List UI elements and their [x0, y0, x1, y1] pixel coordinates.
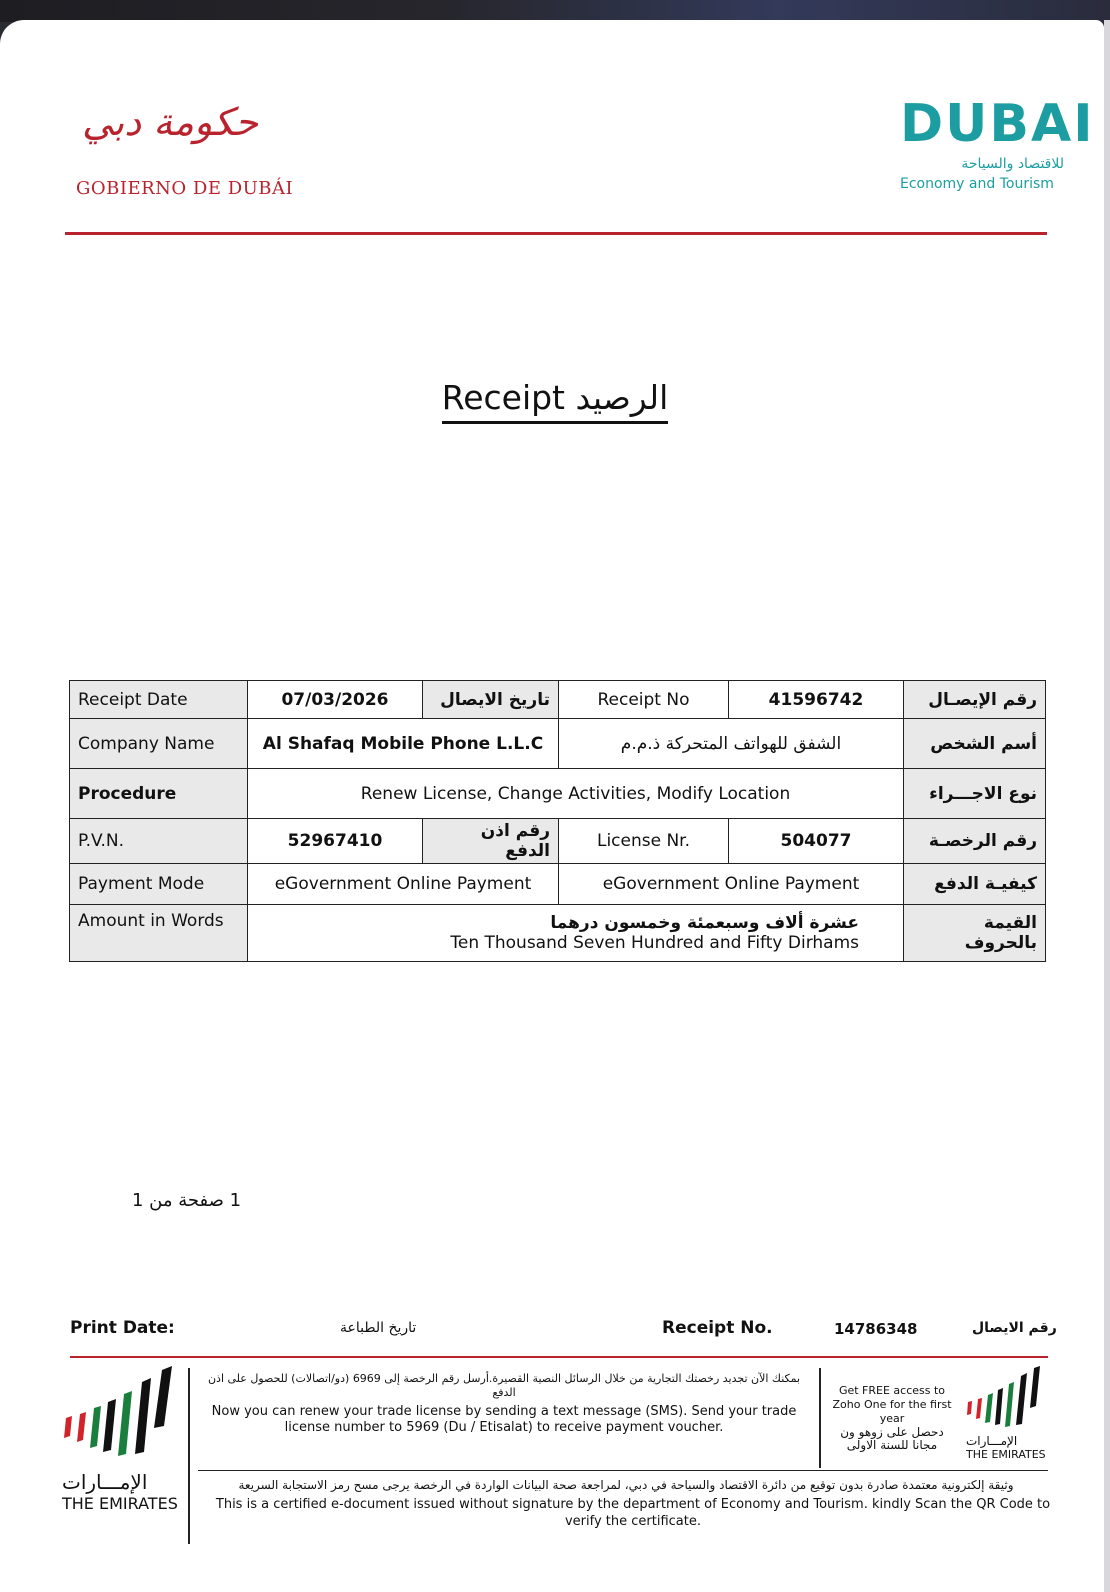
license-label: License Nr.: [559, 819, 729, 864]
amount-words-value: [248, 905, 904, 962]
print-date-label: Print Date:: [70, 1318, 175, 1338]
footer-receipt-no-value: 14786348: [834, 1320, 918, 1338]
print-date-label-ar: تاريخ الطباعة: [340, 1320, 417, 1336]
gov-logo-latin: GOBIERNO DE DUBÁI: [76, 178, 294, 199]
receipt-date-value: 07/03/2026: [248, 681, 423, 719]
payment-mode-value: eGovernment Online Payment: [248, 864, 559, 905]
amount-words-english: Ten Thousand Seven Hundred and Fifty Dirhams: [450, 933, 859, 953]
amount-words-arabic: عشرة ألاف وسبعمئة وخمسون درهما: [550, 913, 859, 933]
certified-notice-arabic: وثيقة إلكترونية معتمدة صادرة بدون توقيع من دائرة الاقتصاد والسياحة في دبي، لمراجعة صحة البيانات الواردة في الرخصة يرجى مسح رمز الاستجابة السريعة: [238, 1478, 1014, 1492]
footer-vertical-divider: [188, 1368, 190, 1544]
receipt-date-label: Receipt Date: [70, 681, 248, 719]
emirates-small-arabic: الإمـــارات: [966, 1434, 1018, 1448]
company-name-arabic: الشفق للهواتف المتحركة ذ.م.م: [559, 719, 904, 769]
pvn-value: 52967410: [248, 819, 423, 864]
page-edge: [1104, 20, 1110, 1592]
sms-renewal-notice-arabic: بمكنك الآن تجديد رخصتك التجارية من خلال الرسائل النصية القصيرة.أرسل رقم الرخصة إلى 6969 (دو/اتصالات) للحصول على اذن الدفع: [207, 1372, 801, 1399]
procedure-label: Procedure: [70, 769, 248, 819]
receipt-date-label-ar: تاريخ الايصال: [423, 681, 559, 719]
receipt-no-label-ar: رقم الإيصـال: [904, 681, 1046, 719]
dubai-economy-tourism-logo: [900, 94, 1095, 206]
company-name-label: Company Name: [70, 719, 248, 769]
pvn-label: P.V.N.: [70, 819, 248, 864]
receipt-no-value: 41596742: [729, 681, 904, 719]
amount-words-label: Amount in Words: [70, 905, 248, 962]
receipt-title: [0, 378, 1110, 424]
table-row: [70, 719, 1046, 769]
pvn-label-ar: رقم اذن الدفع: [423, 819, 559, 864]
dubai-logo-word: DUBAI: [900, 94, 1095, 154]
dubai-logo-english: Economy and Tourism: [900, 176, 1054, 192]
footer-receipt-no-label: Receipt No.: [662, 1318, 773, 1338]
footer-vertical-divider-2: [819, 1368, 821, 1468]
certified-notice-english: This is a certified e-document issued without signature by the department of Economy and Tourism. kindly Scan the QR Code to verify the certificate.: [215, 1497, 1051, 1529]
page-number: 1 صفحة من 1: [132, 1190, 242, 1211]
the-emirates-logo: [62, 1366, 182, 1526]
amount-words-label-ar: القيمة بالحروف: [904, 905, 1046, 962]
header-divider: [65, 232, 1047, 235]
procedure-label-ar: نوع الاجـــراء: [904, 769, 1046, 819]
emirates-stripes-icon: [62, 1366, 182, 1466]
gov-logo-arabic: حكومة دبي: [82, 100, 259, 144]
payment-mode-value-2: eGovernment Online Payment: [559, 864, 904, 905]
table-row: [70, 681, 1046, 719]
dubai-logo-arabic: للاقتصاد والسياحة: [961, 156, 1064, 172]
license-label-ar: رقم الرخصـة: [904, 819, 1046, 864]
footer-horizontal-divider: [198, 1470, 1048, 1471]
emirates-small-english: THE EMIRATES: [966, 1448, 1046, 1461]
company-name-english: Al Shafaq Mobile Phone L.L.C: [248, 719, 559, 769]
window-top-bar: [0, 0, 1110, 22]
emirates-logo-english: THE EMIRATES: [62, 1494, 178, 1513]
sms-renewal-notice-english: Now you can renew your trade license by sending a text message (SMS). Send your trade license number to 5969 (Du / Etisalat) to receive payment voucher.: [211, 1404, 797, 1435]
company-name-label-ar: أسم الشخص: [904, 719, 1046, 769]
receipt-no-label: Receipt No: [559, 681, 729, 719]
payment-mode-label-ar: كيفيـة الدفع: [904, 864, 1046, 905]
table-row: [70, 819, 1046, 864]
license-value: 504077: [729, 819, 904, 864]
zoho-offer-english: Get FREE access to Zoho One for the first year: [832, 1384, 952, 1425]
receipt-title-text: Receipt الرصيد: [442, 378, 668, 424]
payment-mode-label: Payment Mode: [70, 864, 248, 905]
emirates-logo-arabic: الإمـــارات: [62, 1470, 148, 1494]
footer-receipt-no-label-ar: رقم الايصال: [972, 1320, 1057, 1336]
emirates-stripes-small-icon: [966, 1366, 1046, 1430]
procedure-value: Renew License, Change Activities, Modify Location: [248, 769, 904, 819]
table-row: [70, 905, 1046, 962]
footer-divider: [70, 1356, 1048, 1358]
receipt-details-table: [69, 680, 1046, 962]
the-emirates-logo-small: [966, 1366, 1046, 1466]
table-row: [70, 769, 1046, 819]
table-row: [70, 864, 1046, 905]
government-of-dubai-logo: [72, 100, 302, 200]
zoho-offer-arabic: دحصل على زوهو ون مجانا للسنة الاولى: [840, 1425, 944, 1452]
